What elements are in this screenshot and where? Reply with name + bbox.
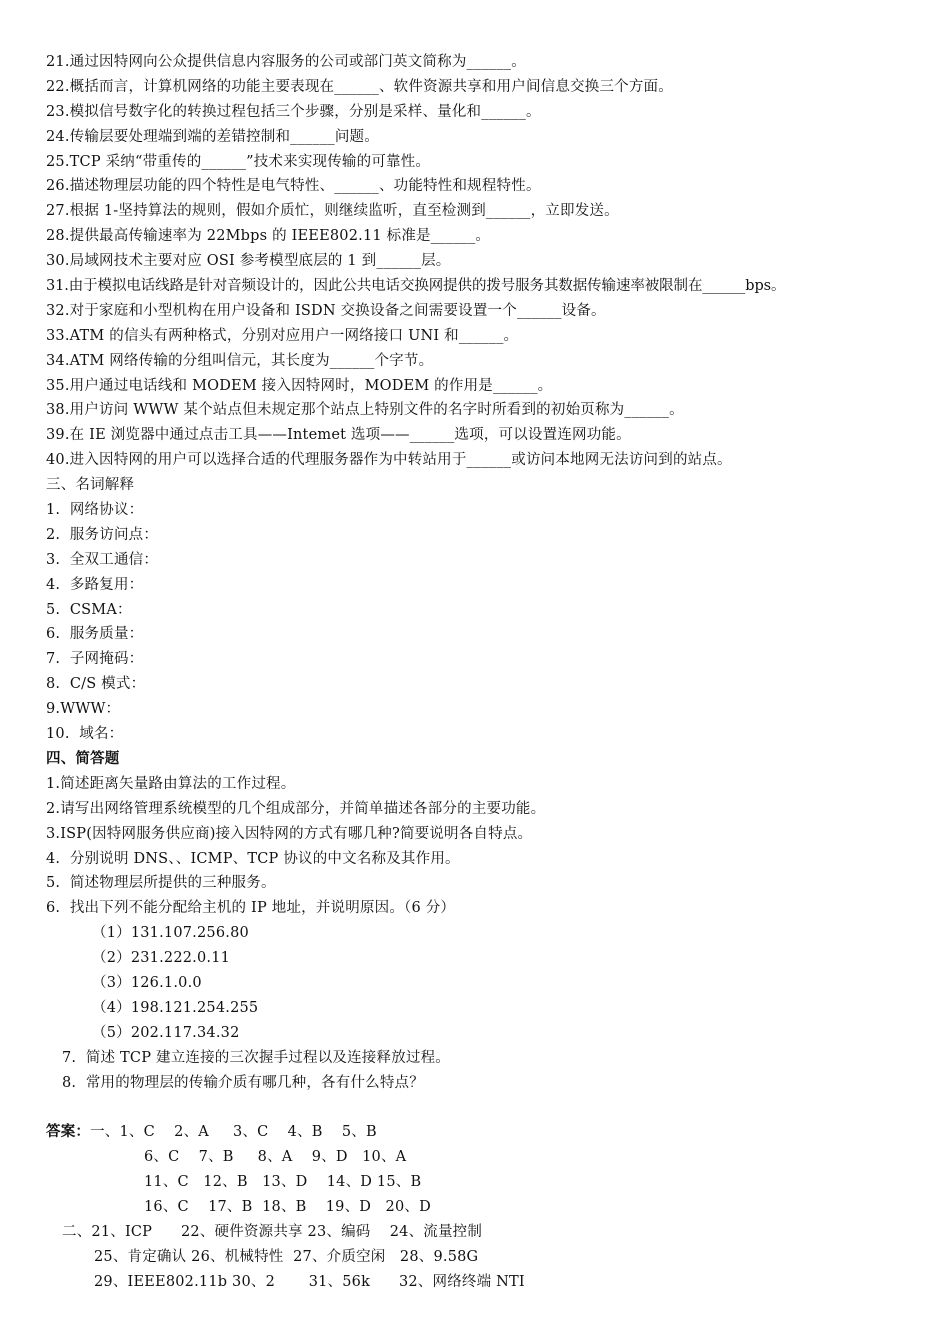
term-1: 1. 网络协议： [46, 502, 144, 519]
term-6: 6. 服务质量： [46, 626, 144, 643]
answers-row-4: 16、C 17、B 18、B 19、D 20、D [144, 1198, 431, 1215]
terms-section [46, 473, 926, 747]
section-3-title: 三、名词解释 [46, 477, 135, 494]
short-question-4: 4. 分别说明 DNS、、ICMP、TCP 协议的中文名称及其作用。 [46, 850, 460, 867]
question-34: 34.ATM 网络传输的分组叫信元，其长度为______个字节。 [46, 352, 434, 369]
question-35: 35.用户通过电话线和 MODEM 接入因特网时，MODEM 的作用是______。 [46, 377, 553, 394]
short-question-6: 6. 找出下列不能分配给主机的 IP 地址，并说明原因。（6 分） [46, 900, 456, 917]
term-8: 8. C/S 模式： [46, 676, 146, 693]
question-26: 26.描述物理层功能的四个特性是电气特性、______、功能特性和规程特性。 [46, 178, 541, 195]
question-39: 39.在 IE 浏览器中通过点击工具——Intemet 选项——______选项，可以设置连网功能。 [46, 427, 631, 444]
question-40: 40.进入因特网的用户可以选择合适的代理服务器作为中转站用于______或访问本地网无法访问到的站点。 [46, 452, 732, 469]
term-9: 9.WWW： [46, 701, 121, 718]
ip-option-5: （5）202.117.34.32 [92, 1024, 240, 1041]
question-32: 32.对于家庭和小型机构在用户设备和 ISDN 交换设备之间需要设置一个______设备。 [46, 302, 606, 319]
question-27: 27.根据 1-坚持算法的规则，假如介质忙，则继续监听，直至检测到______，立即发送。 [46, 203, 619, 220]
term-2: 2. 服务访问点： [46, 526, 159, 543]
ip-option-4: （4）198.121.254.255 [92, 999, 259, 1016]
ip-option-2: （2）231.222.0.11 [92, 950, 231, 967]
short-question-1: 1.简述距离矢量路由算法的工作过程。 [46, 775, 296, 792]
term-10: 10. 域名： [46, 726, 124, 743]
question-38: 38.用户访问 WWW 某个站点但未规定那个站点上特别文件的名字时所看到的初始页称为______。 [46, 402, 684, 419]
term-3: 3. 全双工通信： [46, 551, 159, 568]
answers-label: 答案： [46, 1123, 91, 1141]
answers-part2-row-3: 29、IEEE802.11b 30、2 31、56k 32、网络终端 NTI [94, 1273, 525, 1290]
short-question-8: 8. 常用的物理层的传输介质有哪几种，各有什么特点？ [62, 1074, 424, 1091]
answers-row-2: 6、C 7、B 8、A 9、D 10、A [144, 1149, 407, 1166]
answers-row-3: 11、C 12、B 13、D 14、D 15、B [144, 1174, 422, 1191]
question-28: 28.提供最高传输速率为 22Mbps 的 IEEE802.11 标准是______。 [46, 228, 491, 245]
document-page [46, 50, 926, 1295]
question-30: 30.局域网技术主要对应 OSI 参考模型底层的 1 到______层。 [46, 253, 451, 270]
spacer [46, 1095, 926, 1120]
question-21: 21.通过因特网向公众提供信息内容服务的公司或部门英文简称为______。 [46, 54, 526, 70]
question-23: 23.模拟信号数字化的转换过程包括三个步骤，分别是采样、量化和______。 [46, 103, 541, 120]
short-question-7: 7. 简述 TCP 建立连接的三次握手过程以及连接释放过程。 [62, 1049, 450, 1066]
answers-section [46, 1120, 926, 1294]
ip-option-3: （3）126.1.0.0 [92, 974, 202, 991]
question-25: 25.TCP 采纳“带重传的______”技术来实现传输的可靠性。 [46, 153, 431, 170]
term-5: 5. CSMA： [46, 601, 132, 618]
question-22: 22.概括而言，计算机网络的功能主要表现在______、软件资源共享和用户间信息交换三个方面。 [46, 78, 673, 95]
answers-part1-first: 一、1、C 2、A 3、C 4、B 5、B [90, 1124, 377, 1141]
short-question-2: 2.请写出网络管理系统模型的几个组成部分，并简单描述各部分的主要功能。 [46, 800, 546, 817]
answers-row-1 [46, 1120, 926, 1145]
answers-part2-row-2: 25、肯定确认 26、机械特性 27、介质空闲 28、9.58G [94, 1248, 479, 1265]
section-4-title: 四、简答题 [46, 749, 120, 767]
question-31: 31.由于模拟电话线路是针对音频设计的，因此公共电话交换网提供的拨号服务其数据传输速率被限制在______bps。 [46, 278, 786, 295]
term-4: 4. 多路复用： [46, 576, 144, 593]
short-answer-section [46, 747, 926, 1095]
short-question-3: 3.ISP(因特网服务供应商)接入因特网的方式有哪几种?简要说明各自特点。 [46, 825, 533, 842]
short-question-5: 5. 简述物理层所提供的三种服务。 [46, 875, 276, 892]
ip-option-1: （1）131.107.256.80 [92, 925, 249, 942]
question-24: 24.传输层要处理端到端的差错控制和______问题。 [46, 128, 379, 145]
term-7: 7. 子网掩码： [46, 651, 144, 668]
question-33: 33.ATM 的信头有两种格式，分别对应用户一网络接口 UNI 和______。 [46, 327, 519, 344]
answers-part2-row-1: 二、21、ICP 22、硬件资源共享 23、编码 24、流量控制 [62, 1223, 483, 1240]
fill-blank-section [46, 50, 926, 473]
